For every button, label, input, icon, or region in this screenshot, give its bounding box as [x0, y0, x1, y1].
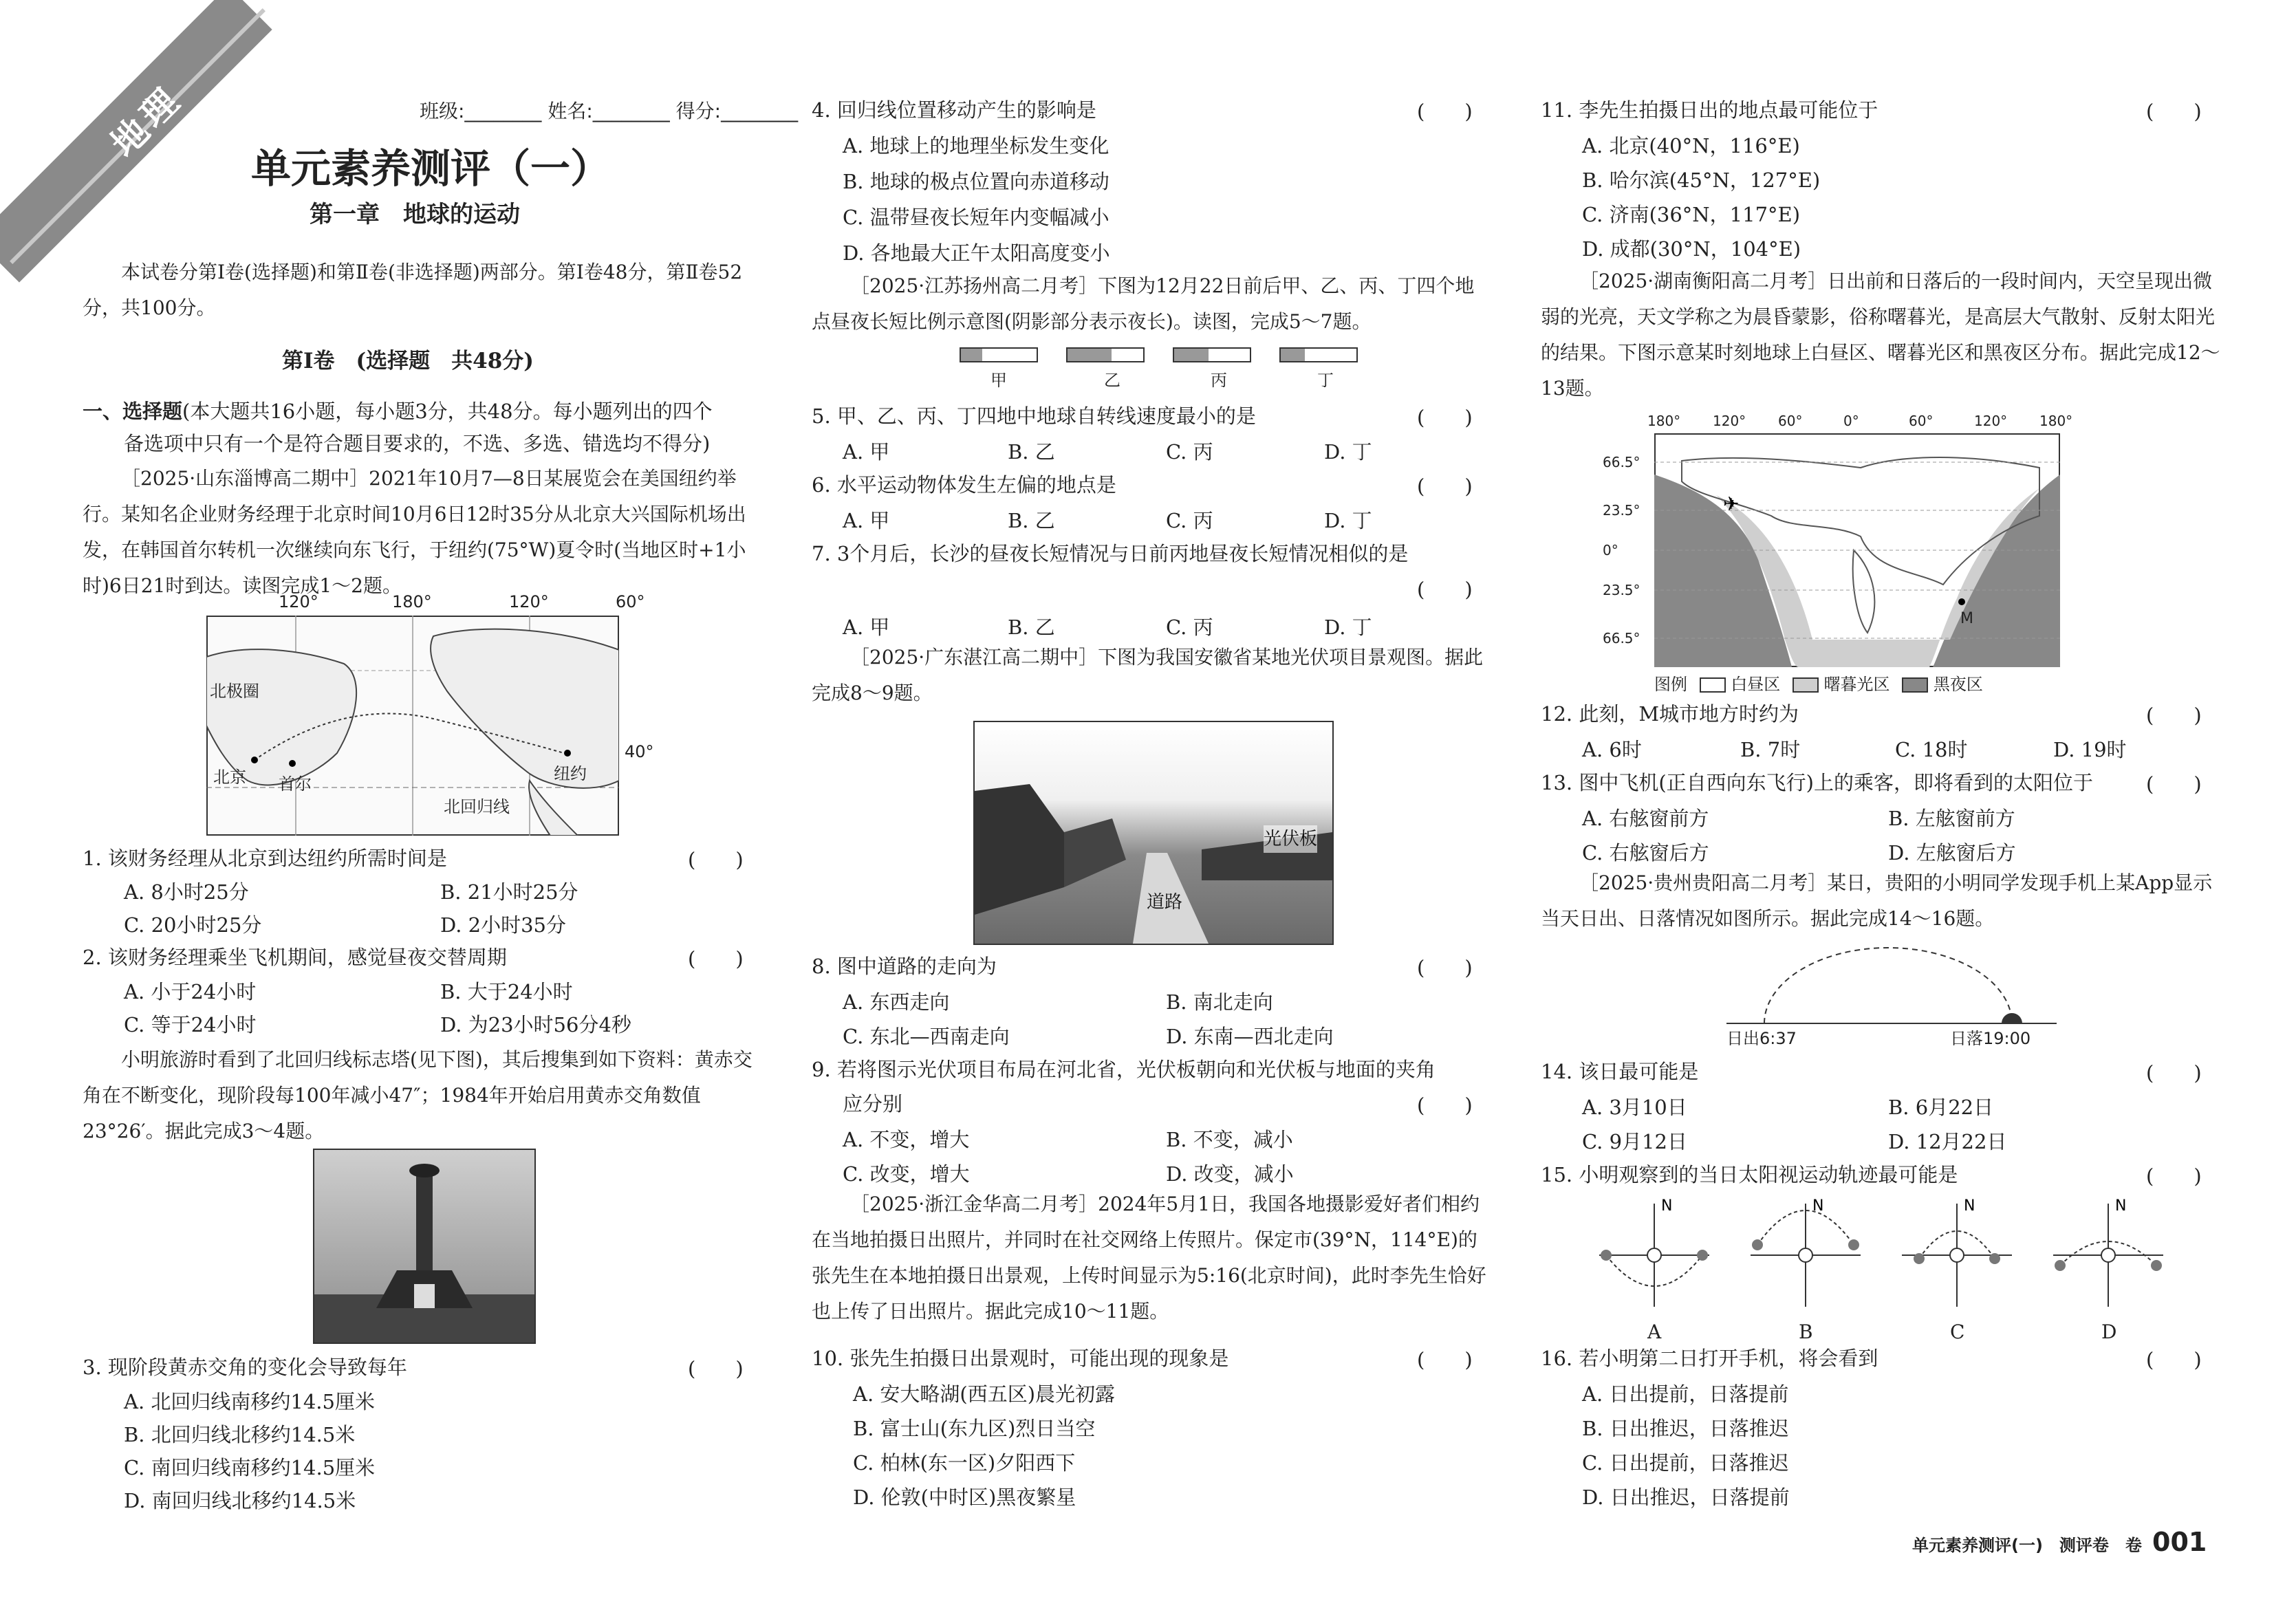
part-title: 一、选择题	[83, 400, 183, 423]
material-2: 小明旅游时看到了北回归线标志塔(见下图)，其后搜集到如下资料：黄赤交角在不断变化，现阶段每100年减小47″；1984年开始启用黄赤交角数值23°26′。据此完成3～4题。	[83, 1048, 752, 1142]
north-label: N	[1812, 1197, 1824, 1215]
q1-stem: 1. 该财务经理从北京到达纽约所需时间是	[83, 847, 447, 870]
map1-beijing-label: 北京	[213, 768, 246, 787]
twilight-map	[1599, 413, 2081, 702]
q3-stem: 3. 现阶段黄赤交角的变化会导致每年	[83, 1356, 407, 1379]
svg-text:✈: ✈	[1723, 492, 1740, 515]
q2-option-c[interactable]: C. 等于24小时	[124, 1013, 257, 1036]
legend-twilight-swatch	[1793, 677, 1819, 693]
sun-path-option-b[interactable]	[1747, 1197, 1864, 1348]
q5-option-a[interactable]: A. 甲	[843, 440, 890, 464]
sun-path-svg	[1596, 1197, 1713, 1321]
q16-option-d[interactable]: D. 日出推迟，日落提前	[1582, 1486, 1790, 1509]
sun-path-svg	[1898, 1197, 2015, 1321]
sun-path-svg	[2050, 1197, 2167, 1321]
q13-option-b[interactable]: B. 左舷窗前方	[1888, 807, 2015, 830]
q6-option-b[interactable]: B. 乙	[1008, 509, 1055, 532]
observer-marker	[2101, 1248, 2115, 1262]
page-number: 001	[2152, 1527, 2207, 1557]
q5-option-c[interactable]: C. 丙	[1166, 440, 1213, 464]
q2-stem: 2. 该财务经理乘坐飞机期间，感觉昼夜交替周期	[83, 946, 507, 969]
q3-answer-paren[interactable]: ( )	[688, 1357, 744, 1380]
sun-position	[1601, 1250, 1612, 1261]
q4-option-d[interactable]: D. 各地最大正午太阳高度变小	[843, 241, 1110, 265]
q14-option-c[interactable]: C. 9月12日	[1582, 1130, 1687, 1153]
q6-option-d[interactable]: D. 丁	[1324, 509, 1372, 532]
q12-answer-paren[interactable]: ( )	[2146, 704, 2202, 727]
q1-option-b[interactable]: B. 21小时25分	[440, 880, 578, 904]
q12-option-d[interactable]: D. 19时	[2053, 738, 2127, 761]
sun-path-option-c[interactable]	[1898, 1197, 2015, 1348]
sun-position	[2151, 1260, 2162, 1271]
material-4: ［2025·广东湛江高二期中］下图为我国安徽省某地光伏项目景观图。据此完成8～9题。	[812, 646, 1484, 704]
q16-option-c[interactable]: C. 日出提前，日落推迟	[1582, 1451, 1789, 1475]
sun-path-label: B	[1799, 1321, 1813, 1343]
sun-position	[1914, 1253, 1925, 1264]
sun-path-svg	[1747, 1197, 1864, 1321]
map2-lat-label: 66.5°	[1603, 454, 1640, 470]
q12-stem: 12. 此刻，M城市地方时约为	[1541, 702, 1799, 726]
part-heading	[83, 398, 713, 425]
q13-stem: 13. 图中飞机(正自西向东飞行)上的乘客，即将看到的太阳位于	[1541, 771, 2093, 794]
q9-answer-paren[interactable]: ( )	[1417, 1094, 1473, 1117]
sunset-label: 日落19:00	[1950, 1029, 2031, 1048]
map2-lon-label: 120°	[1713, 413, 1746, 429]
material-5: ［2025·浙江金华高二月考］2024年5月1日，我国各地摄影爱好者们相约在当地拍摄日出照片，并同时在社交网络上传照片。保定市(39°N，114°E)的张先生在本地拍摄日出景观，上传时间显示为5:16(北京时间)，此时李先生恰好也上传了日出照片。据此完成10～11题。	[812, 1193, 1486, 1323]
q4-option-c[interactable]: C. 温带昼夜长短年内变幅减小	[843, 206, 1109, 229]
bar-label-jia: 甲	[990, 371, 1007, 390]
north-label: N	[2115, 1197, 2127, 1215]
sun-position	[1697, 1250, 1708, 1261]
night-fill	[1174, 349, 1209, 361]
q2-option-b[interactable]: B. 大于24小时	[440, 980, 573, 1003]
daynight-bar	[1173, 347, 1251, 362]
night-fill	[961, 349, 982, 361]
q6-option-c[interactable]: C. 丙	[1166, 509, 1213, 532]
q11-option-d[interactable]: D. 成都(30°N，104°E)	[1582, 237, 1801, 261]
q6-answer-paren[interactable]: ( )	[1417, 475, 1473, 498]
q13-option-a[interactable]: A. 右舷窗前方	[1582, 807, 1709, 830]
legend-title: 图例	[1654, 675, 1687, 694]
q16-stem: 16. 若小明第二日打开手机，将会看到	[1541, 1347, 1878, 1370]
map1-tropic-label: 北回归线	[444, 797, 510, 816]
subject-label: 地理	[103, 77, 191, 166]
q1-option-c[interactable]: C. 20小时25分	[124, 913, 262, 937]
q3-option-a[interactable]: A. 北回归线南移约14.5厘米	[124, 1390, 375, 1413]
night-fill	[1068, 349, 1112, 361]
q11-option-a[interactable]: A. 北京(40°N，116°E)	[1582, 134, 1800, 157]
page-subtitle: 第一章 地球的运动	[310, 201, 520, 228]
map2-lon-label: 0°	[1843, 413, 1859, 429]
q5-option-d[interactable]: D. 丁	[1324, 440, 1372, 464]
map2-lon-label: 60°	[1778, 413, 1803, 429]
observer-marker	[1647, 1248, 1661, 1262]
map2-svg	[1654, 433, 2060, 667]
q8-option-a[interactable]: A. 东西走向	[843, 990, 950, 1014]
sun-path-options	[1596, 1197, 2201, 1348]
subject-ribbon	[0, 0, 289, 289]
q13-option-c[interactable]: C. 右舷窗后方	[1582, 841, 1709, 865]
map2-legend	[1654, 671, 1983, 695]
solar-panel-label: 光伏板	[1264, 825, 1317, 853]
map1-lat-label: 40°	[625, 742, 654, 761]
sun-path-label: C	[1950, 1321, 1965, 1343]
sunrise-label: 日出6:37	[1726, 1029, 1797, 1048]
section-heading: 第Ⅰ卷 (选择题 共48分)	[282, 349, 534, 373]
map2-lon-label: 180°	[1647, 413, 1681, 429]
q11-option-b[interactable]: B. 哈尔滨(45°N，127°E)	[1582, 169, 1821, 192]
material-6: ［2025·湖南衡阳高二月考］日出前和日落后的一段时间内，天空呈现出微弱的光亮，天文学称之为晨昏蒙影，俗称曙暮光，是高层大气散射、反射太阳光的结果。下图示意某时刻地球上白昼区、曙暮光区和黑夜区分布。据此完成12～13题。	[1541, 270, 2220, 400]
tower-drawing	[314, 1150, 534, 1343]
north-label: N	[1964, 1197, 1975, 1215]
daynight-bar	[1066, 347, 1145, 362]
q9-stem-2: 应分别	[843, 1092, 903, 1116]
sun-position	[2055, 1260, 2066, 1271]
q14-option-a[interactable]: A. 3月10日	[1582, 1096, 1687, 1119]
q14-answer-paren[interactable]: ( )	[2146, 1061, 2202, 1085]
q1-answer-paren[interactable]: ( )	[688, 848, 744, 871]
q7-option-a[interactable]: A. 甲	[843, 616, 890, 639]
q4-answer-paren[interactable]: ( )	[1417, 100, 1473, 123]
map1-arctic-label: 北极圈	[210, 682, 259, 701]
q8-option-b[interactable]: B. 南北走向	[1166, 990, 1273, 1014]
q10-option-c[interactable]: C. 柏林(东一区)夕阳西下	[853, 1451, 1076, 1475]
q9-stem: 9. 若将图示光伏项目布局在河北省，光伏板朝向和光伏板与地面的夹角	[812, 1058, 1436, 1081]
part-desc1: (本大题共16小题，每小题3分，共48分。每小题列出的四个	[182, 400, 713, 423]
night-fill	[1281, 349, 1305, 361]
daynight-bar	[1279, 347, 1358, 362]
q2-answer-paren[interactable]: ( )	[688, 947, 744, 970]
page-title: 单元素养测评（一）	[251, 145, 611, 192]
part-desc2: 备选项中只有一个是符合题目要求的，不选、多选、错选均不得分)	[124, 432, 711, 455]
legend-twilight: 曙暮光区	[1823, 675, 1890, 694]
observer-marker	[1799, 1248, 1812, 1262]
q4-option-a[interactable]: A. 地球上的地理坐标发生变化	[843, 134, 1109, 157]
map2-lat-label: 23.5°	[1603, 582, 1640, 598]
q14-option-d[interactable]: D. 12月22日	[1888, 1130, 2007, 1153]
sun-path-option-a[interactable]	[1596, 1197, 1713, 1348]
q11-answer-paren[interactable]: ( )	[2146, 100, 2202, 123]
map1-svg	[206, 616, 619, 836]
q9-option-a[interactable]: A. 不变，增大	[843, 1128, 970, 1151]
q13-option-d[interactable]: D. 左舷窗后方	[1888, 841, 2016, 865]
map2-m-label: M	[1960, 610, 1973, 627]
q10-answer-paren[interactable]: ( )	[1417, 1348, 1473, 1371]
legend-night: 黑夜区	[1933, 675, 1983, 694]
q8-option-c[interactable]: C. 东北—西南走向	[843, 1025, 1010, 1048]
q9-option-d[interactable]: D. 改变，减小	[1166, 1162, 1294, 1186]
world-map-1	[206, 592, 654, 836]
material-1: ［2025·山东淄博高二期中］2021年10月7—8日某展览会在美国纽约举行。某知名企业财务经理于北京时间10月6日12时35分从北京大兴国际机场出发，在韩国首尔转机一次继续向东飞行，于纽约(75°W)夏令时(当地区时+1小时)6日21时到达。读图完成1～2题。	[83, 467, 746, 597]
map1-lon-4: 60°	[616, 592, 645, 611]
q2-option-d[interactable]: D. 为23小时56分4秒	[440, 1013, 631, 1036]
daynight-bars	[960, 347, 1386, 395]
bar-label-ding: 丁	[1317, 371, 1334, 390]
map2-lon-label: 60°	[1909, 413, 1934, 429]
material-7: ［2025·贵州贵阳高二月考］某日，贵阳的小明同学发现手机上某App显示当天日出、日落情况如图所示。据此完成14～16题。	[1541, 871, 2213, 930]
north-label: N	[1661, 1197, 1673, 1215]
map1-seoul-label: 首尔	[279, 774, 312, 794]
map1-ny-label: 纽约	[554, 764, 587, 783]
q8-option-d[interactable]: D. 东南—西北走向	[1166, 1025, 1334, 1048]
q10-option-a[interactable]: A. 安大略湖(西五区)晨光初露	[853, 1382, 1116, 1406]
map2-lat-label: 0°	[1603, 542, 1618, 558]
road-label: 道路	[1147, 892, 1183, 913]
q5-stem: 5. 甲、乙、丙、丁四地中地球自转线速度最小的是	[812, 404, 1256, 428]
sun-path-label: D	[2101, 1321, 2117, 1343]
q16-answer-paren[interactable]: ( )	[2146, 1348, 2202, 1371]
q3-option-b[interactable]: B. 北回归线北移约14.5米	[124, 1423, 356, 1446]
q1-option-d[interactable]: D. 2小时35分	[440, 913, 567, 937]
legend-day-swatch	[1700, 677, 1726, 693]
legend-day: 白昼区	[1731, 675, 1781, 694]
q16-option-a[interactable]: A. 日出提前，日落提前	[1582, 1382, 1789, 1406]
q4-option-b[interactable]: B. 地球的极点位置向赤道移动	[843, 170, 1109, 193]
q10-stem: 10. 张先生拍摄日出景观时，可能出现的现象是	[812, 1347, 1229, 1370]
student-info-fields[interactable]: 班级:________ 姓名:________ 得分:________	[420, 100, 799, 122]
observer-marker	[1950, 1248, 1964, 1262]
map1-lon-3: 120°	[509, 592, 549, 611]
q12-option-c[interactable]: C. 18时	[1895, 738, 1968, 761]
sun-path-option-d[interactable]	[2050, 1197, 2167, 1348]
material-3: ［2025·江苏扬州高二月考］下图为12月22日前后甲、乙、丙、丁四个地点昼夜长短比例示意图(阴影部分表示夜长)。读图，完成5～7题。	[812, 274, 1475, 333]
q8-stem: 8. 图中道路的走向为	[812, 955, 997, 978]
page-footer	[1912, 1527, 2207, 1557]
footer-text: 单元素养测评(一) 测评卷 卷	[1912, 1536, 2142, 1555]
q3-option-d[interactable]: D. 南回归线北移约14.5米	[124, 1489, 356, 1512]
q7-option-b[interactable]: B. 乙	[1008, 616, 1055, 639]
q9-option-c[interactable]: C. 改变，增大	[843, 1162, 970, 1186]
map2-lon-label: 180°	[2039, 413, 2073, 429]
q9-option-b[interactable]: B. 不变，减小	[1166, 1128, 1293, 1151]
q10-option-b[interactable]: B. 富士山(东九区)烈日当空	[853, 1417, 1096, 1440]
q14-option-b[interactable]: B. 6月22日	[1888, 1096, 1994, 1119]
q2-option-a[interactable]: A. 小于24小时	[124, 980, 257, 1003]
solar-farm-photo	[973, 721, 1334, 945]
map2-lat-label: 23.5°	[1603, 502, 1640, 519]
q11-stem: 11. 李先生拍摄日出的地点最可能位于	[1541, 98, 1878, 122]
sun-position	[1989, 1253, 2000, 1264]
sun-position	[1752, 1239, 1763, 1250]
q15-stem: 15. 小明观察到的当日太阳视运动轨迹最可能是	[1541, 1163, 1958, 1186]
q5-option-b[interactable]: B. 乙	[1008, 440, 1055, 464]
sun-position	[1848, 1239, 1859, 1250]
q7-option-c[interactable]: C. 丙	[1166, 616, 1213, 639]
daynight-bar	[960, 347, 1038, 362]
map1-lon-2: 180°	[392, 592, 432, 611]
q13-answer-paren[interactable]: ( )	[2146, 772, 2202, 796]
q12-option-b[interactable]: B. 7时	[1740, 738, 1801, 761]
q3-option-c[interactable]: C. 南回归线南移约14.5厘米	[124, 1456, 376, 1479]
legend-night-swatch	[1902, 677, 1928, 693]
q4-stem: 4. 回归线位置移动产生的影响是	[812, 98, 1096, 122]
exam-intro: 本试卷分第Ⅰ卷(选择题)和第Ⅱ卷(非选择题)两部分。第Ⅰ卷48分，第Ⅱ卷52分，共100分。	[83, 261, 743, 319]
q7-stem: 7. 3个月后，长沙的昼夜长短情况与日前丙地昼夜长短情况相似的是	[812, 542, 1409, 565]
q12-option-a[interactable]: A. 6时	[1582, 738, 1642, 761]
q8-answer-paren[interactable]: ( )	[1417, 956, 1473, 979]
sun-arc-svg	[1726, 942, 2057, 1032]
map2-lon-label: 120°	[1974, 413, 2008, 429]
bar-label-yi: 乙	[1104, 371, 1120, 390]
q14-stem: 14. 该日最可能是	[1541, 1060, 1699, 1083]
sun-path-label: A	[1647, 1321, 1662, 1343]
q7-option-d[interactable]: D. 丁	[1324, 616, 1372, 639]
map2-lat-label: 66.5°	[1603, 630, 1640, 647]
bar-label-bing: 丙	[1211, 371, 1227, 390]
tropic-tower-photo	[313, 1149, 536, 1344]
sunrise-sunset-diagram	[1726, 942, 2057, 1052]
map1-lon-1: 120°	[279, 592, 318, 611]
q10-option-d[interactable]: D. 伦敦(中时区)黑夜繁星	[853, 1486, 1076, 1509]
q16-option-b[interactable]: B. 日出推迟，日落推迟	[1582, 1417, 1789, 1440]
q15-answer-paren[interactable]: ( )	[2146, 1164, 2202, 1188]
q11-option-c[interactable]: C. 济南(36°N，117°E)	[1582, 203, 1801, 226]
q6-stem: 6. 水平运动物体发生左偏的地点是	[812, 473, 1116, 497]
q6-option-a[interactable]: A. 甲	[843, 509, 890, 532]
q5-answer-paren[interactable]: ( )	[1417, 406, 1473, 429]
q1-option-a[interactable]: A. 8小时25分	[124, 880, 249, 904]
q7-answer-paren[interactable]: ( )	[1417, 578, 1473, 601]
